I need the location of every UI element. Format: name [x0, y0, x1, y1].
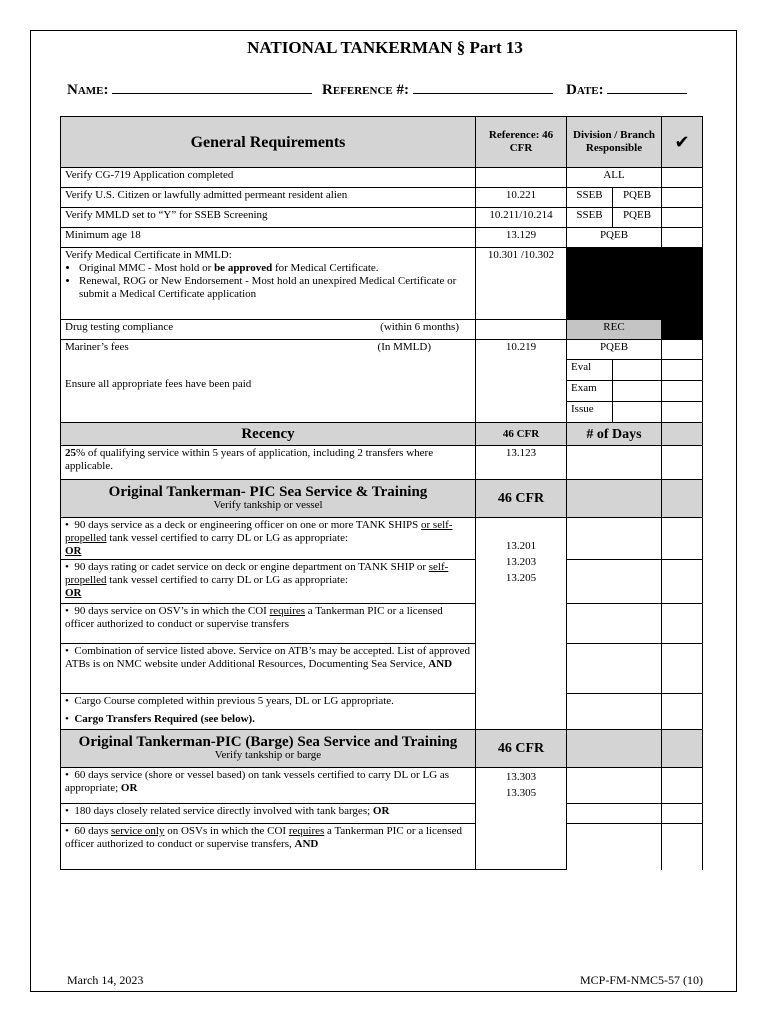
reference-field[interactable] — [322, 79, 553, 99]
date-field[interactable] — [566, 79, 687, 99]
fee-exam-label: Exam — [567, 381, 613, 402]
recency-text: 25% of qualifying service within 5 years of application, including 2 transfers where applicable. — [61, 446, 476, 480]
name-label: Name: — [67, 82, 109, 98]
footer-date: March 14, 2023 — [67, 973, 144, 987]
row-text: Verify Medical Certificate in MMLD: — [65, 249, 232, 261]
row-reference: 10.221 — [476, 188, 567, 208]
row-reference: 10.219 — [476, 340, 567, 423]
table-row — [61, 804, 703, 824]
recency-reference: 46 CFR — [476, 423, 567, 446]
name-line[interactable] — [112, 79, 312, 94]
table-row — [61, 208, 703, 228]
blacked-out-cell — [613, 248, 662, 320]
name-field[interactable] — [67, 79, 312, 99]
fee-issue-label: Issue — [567, 402, 613, 423]
recency-heading: Recency — [61, 423, 476, 446]
check-cell[interactable] — [662, 168, 703, 188]
table-row — [61, 248, 703, 320]
row-division: REC — [567, 320, 662, 340]
table-row — [61, 446, 703, 480]
pic-sea-refs: 13.201 13.203 13.205 — [476, 518, 567, 730]
check-cell[interactable] — [662, 360, 703, 381]
list-item: • 60 days service only on OSVs in which the COI requires a Tankerman PIC or a licensed officer authorized to conduct or supervise transfers, AND — [61, 824, 476, 870]
check-cell[interactable] — [662, 694, 703, 730]
row-division: PQEB — [613, 208, 662, 228]
row-division: PQEB — [567, 228, 662, 248]
check-cell[interactable] — [662, 518, 703, 560]
row-text: Verify CG-719 Application completed — [61, 168, 476, 188]
fee-eval-value[interactable] — [613, 360, 662, 381]
blacked-out-cell — [662, 248, 703, 320]
row-note: (within 6 months) — [380, 321, 459, 333]
row-reference: 13.123 — [476, 446, 567, 480]
table-row — [61, 694, 703, 712]
list-item: • 180 days closely related service directly involved with tank barges; OR — [61, 804, 476, 824]
reference-heading: Reference: 46 CFR — [476, 117, 567, 168]
requirements-table — [60, 116, 703, 870]
recency-header-row — [61, 423, 703, 446]
table-row — [61, 824, 703, 870]
list-item: • 90 days service as a deck or engineering officer on one or more TANK SHIPS or self-propelled tank vessel certified to carry DL or LG as appropriate: OR — [61, 518, 476, 560]
days-cell[interactable] — [567, 768, 662, 804]
pic-sea-header-row — [61, 480, 703, 518]
list-item: • 60 days service (shore or vessel based) on tank vessels certified to carry DL or LG as appropriate; OR — [61, 768, 476, 804]
list-item: • Renewal, ROG or New Endorsement - Most hold an unexpired Medical Certificate or submit a Medical Certificate application — [79, 275, 471, 301]
blacked-out-cell — [662, 320, 703, 340]
list-item: • 90 days service on OSV’s in which the COI requires a Tankerman PIC or a licensed officer authorized to conduct or supervise transfers — [61, 604, 476, 644]
check-cell[interactable] — [662, 824, 703, 870]
date-line[interactable] — [607, 79, 687, 94]
row-text: Verify U.S. Citizen or lawfully admitted permeant resident alien — [61, 188, 476, 208]
row-reference: 10.211/10.214 — [476, 208, 567, 228]
table-row — [61, 768, 703, 804]
check-cell[interactable] — [662, 402, 703, 423]
pic-barge-refs: 13.303 13.305 — [476, 768, 567, 870]
check-cell[interactable] — [662, 804, 703, 824]
drug-cell — [61, 320, 476, 340]
row-text: Verify MMLD set to “Y” for SSEB Screening — [61, 208, 476, 228]
row-text: Ensure all appropriate fees have been paid — [65, 378, 252, 390]
row-text: Minimum age 18 — [61, 228, 476, 248]
fee-issue-value[interactable] — [613, 402, 662, 423]
general-requirements-heading: General Requirements — [61, 117, 476, 168]
reference-label: Reference #: — [322, 82, 409, 98]
pic-barge-heading: Original Tankerman-PIC (Barge) Sea Service and Training Verify tankship or barge — [61, 730, 476, 768]
row-division: PQEB — [613, 188, 662, 208]
table-row — [61, 604, 703, 644]
check-cell[interactable] — [662, 604, 703, 644]
check-cell[interactable] — [662, 560, 703, 604]
check-cell[interactable] — [662, 208, 703, 228]
fee-eval-label: Eval — [567, 360, 613, 381]
days-heading: # of Days — [567, 423, 662, 446]
days-cell[interactable] — [567, 694, 662, 730]
row-note: (In MMLD) — [377, 341, 431, 353]
row-division: ALL — [567, 168, 662, 188]
row-reference: 13.129 — [476, 228, 567, 248]
date-label: Date: — [566, 82, 604, 98]
table-row — [61, 560, 703, 604]
fee-exam-value[interactable] — [613, 381, 662, 402]
medical-cell — [61, 248, 476, 320]
check-cell[interactable] — [662, 340, 703, 360]
check-cell[interactable] — [662, 188, 703, 208]
days-cell[interactable] — [567, 446, 662, 480]
list-item: • Cargo Transfers Required (see below). — [61, 712, 476, 730]
table-row — [61, 518, 703, 560]
pic-sea-reference: 46 CFR — [476, 480, 567, 518]
table-row — [61, 644, 703, 694]
list-item: • Original MMC - Most hold or be approved for Medical Certificate. — [79, 262, 471, 275]
check-cell[interactable] — [662, 446, 703, 480]
table-header-row — [61, 117, 703, 168]
blacked-out-cell — [567, 248, 613, 320]
row-text: Drug testing compliance — [65, 321, 174, 333]
days-cell[interactable] — [567, 560, 662, 604]
list-item: • Combination of service listed above. Service on ATB’s may be accepted. List of approved ATBs is on NMC website under Additional Resources, Documenting Sea Service, AND — [61, 644, 476, 694]
check-heading: ✔ — [662, 117, 703, 168]
days-cell[interactable] — [567, 644, 662, 694]
pic-barge-header-row — [61, 730, 703, 768]
reference-line[interactable] — [413, 79, 553, 94]
pic-sea-heading: Original Tankerman- PIC Sea Service & Training Verify tankship or vessel — [61, 480, 476, 518]
days-cell[interactable] — [567, 804, 662, 824]
check-cell[interactable] — [662, 768, 703, 804]
check-cell[interactable] — [662, 644, 703, 694]
table-row — [61, 340, 703, 360]
row-division: SSEB — [567, 208, 613, 228]
check-cell[interactable] — [662, 381, 703, 402]
check-cell[interactable] — [662, 228, 703, 248]
table-row — [61, 168, 703, 188]
row-text: Mariner’s fees — [65, 341, 129, 353]
list-item: • 90 days rating or cadet service on deck or engine department on TANK SHIP or self-propelled tank vessel certified to carry DL or LG as appropriate: OR — [61, 560, 476, 604]
fees-cell — [61, 340, 476, 423]
days-cell[interactable] — [567, 604, 662, 644]
pic-barge-reference: 46 CFR — [476, 730, 567, 768]
table-row — [61, 188, 703, 208]
row-reference: 10.301 /10.302 — [476, 248, 567, 320]
list-item: • Cargo Course completed within previous 5 years, DL or LG appropriate. — [61, 694, 476, 712]
days-cell[interactable] — [567, 518, 662, 560]
row-division: SSEB — [567, 188, 613, 208]
row-division: PQEB — [567, 340, 662, 360]
document-title: NATIONAL TANKERMAN § Part 13 — [247, 38, 523, 57]
days-cell[interactable] — [567, 824, 662, 870]
table-row — [61, 228, 703, 248]
footer-form-number: MCP-FM-NMC5-57 (10) — [579, 973, 703, 987]
division-heading: Division / Branch Responsible — [567, 117, 662, 168]
table-row — [61, 320, 703, 340]
